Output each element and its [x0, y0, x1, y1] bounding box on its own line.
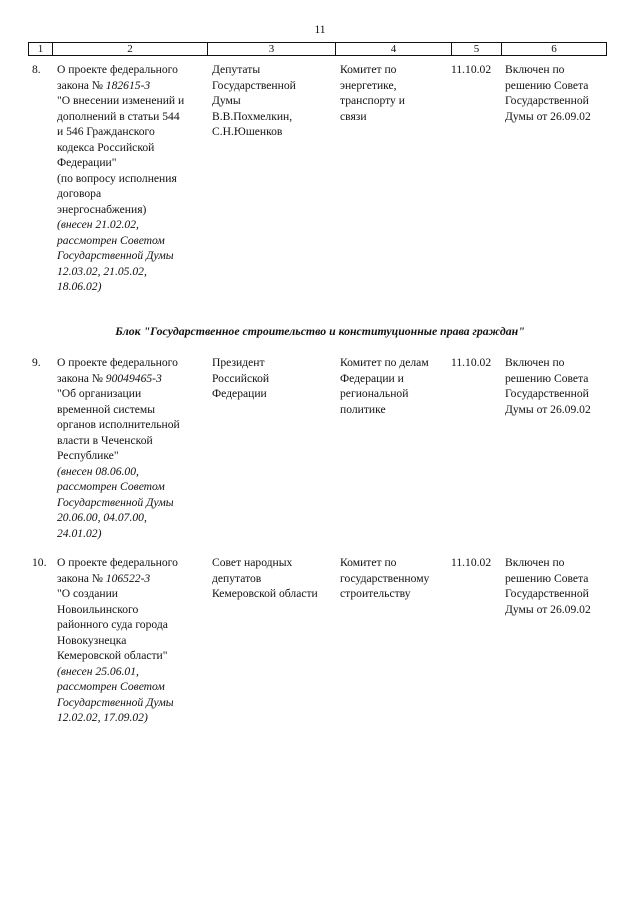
row-number: 10. [32, 556, 47, 569]
responsible-committee [340, 555, 454, 602]
responsible-committee-line: государственному [340, 571, 430, 585]
bill-description-line: 24.01.02) [57, 526, 102, 540]
bill-description-line: (внесен 25.06.01, [57, 664, 139, 678]
bill-description-line: Новоильинского [57, 602, 139, 616]
initiator-line: В.В.Похмелкин, [212, 109, 293, 123]
bill-description-line: рассмотрен Советом [57, 680, 165, 693]
bill-description-line: органов исполнительной [57, 418, 180, 431]
bill-description-line: районного суда города [57, 618, 168, 631]
responsible-committee-line: региональной [340, 387, 409, 400]
initiator-line: Депутаты [212, 63, 261, 76]
initiator-line: депутатов [212, 571, 262, 585]
initiator-line: Совет народных [212, 556, 293, 569]
decision-line: Думы от 26.09.02 [505, 402, 591, 416]
bill-description [57, 555, 205, 726]
bill-description-line: Республике" [57, 449, 119, 462]
initiator [212, 355, 338, 402]
bill-description-line: 12.03.02, 21.05.02, [57, 264, 147, 278]
responsible-committee-line: энергетике, [340, 78, 397, 92]
bill-description-line: Государственной Думы [57, 495, 174, 509]
decision-line: Государственной [505, 587, 589, 600]
bill-number: 90049465-3 [105, 371, 162, 385]
bill-description-line: закона № 90049465-3 [57, 371, 162, 385]
responsible-committee-line: транспорту и [340, 94, 405, 107]
bill-description-line: О проекте федерального [57, 63, 178, 76]
responsible-committee-line: Комитет по [340, 556, 397, 569]
decision [505, 555, 610, 617]
decision-line: Государственной [505, 387, 589, 400]
responsible-committee-line: политике [340, 402, 386, 416]
responsible-committee-line: строительству [340, 587, 411, 600]
initiator-line: Государственной [212, 78, 296, 92]
bill-description-line: 20.06.00, 04.07.00, [57, 511, 147, 524]
bill-description-line: дополнений в статьи 544 [57, 109, 180, 123]
bill-description-line: кодекса Российской [57, 140, 155, 154]
decision-line: Включен по [505, 556, 565, 569]
bill-description-line: (внесен 21.02.02, [57, 218, 139, 231]
initiator [212, 62, 338, 140]
decision [505, 355, 610, 417]
bill-description-line: рассмотрен Советом [57, 480, 165, 493]
row-number: 8. [32, 63, 41, 76]
date: 11.10.02 [451, 356, 492, 369]
table-header [28, 42, 607, 56]
bill-description-line: О проекте федерального [57, 556, 178, 569]
bill-description-line: договора [57, 187, 102, 200]
bill-description-line: (внесен 08.06.00, [57, 464, 139, 478]
responsible-committee [340, 62, 454, 124]
date: 11.10.02 [451, 556, 492, 569]
header-col-3: 3 [208, 43, 336, 55]
header-col-2: 2 [53, 43, 208, 55]
date: 11.10.02 [451, 63, 492, 76]
decision-line: Думы от 26.09.02 [505, 602, 591, 616]
decision-line: решению Совета [505, 78, 589, 92]
bill-description-line: рассмотрен Советом [57, 233, 165, 247]
decision [505, 62, 610, 124]
bill-description-line: "Об организации [57, 387, 142, 400]
bill-number: 106522-3 [105, 571, 151, 585]
decision-line: решению Совета [505, 371, 589, 385]
initiator-line: Думы [212, 94, 241, 107]
initiator [212, 555, 338, 602]
header-col-1: 1 [29, 43, 53, 55]
responsible-committee [340, 355, 454, 417]
header-col-6: 6 [551, 43, 557, 55]
initiator-line: Кемеровской области [212, 587, 318, 600]
bill-description [57, 355, 205, 541]
decision-line: решению Совета [505, 571, 589, 585]
bill-description-line: (по вопросу исполнения [57, 171, 177, 185]
bill-description-line: Кемеровской области" [57, 649, 168, 662]
decision-line: Включен по [505, 63, 565, 76]
initiator-line: Российской [212, 371, 270, 385]
header-col-4: 4 [336, 43, 452, 55]
responsible-committee-line: связи [340, 109, 367, 123]
initiator-line: Федерации [212, 387, 267, 400]
bill-description-line: власти в Чеченской [57, 433, 153, 447]
bill-description-line: Федерации" [57, 156, 117, 169]
decision-line: Думы от 26.09.02 [505, 109, 591, 123]
bill-description-line: закона № 106522-3 [57, 571, 151, 585]
block-title: Блок "Государственное строительство и конституционные права граждан" [115, 324, 525, 338]
header-col-5: 5 [452, 43, 502, 55]
bill-description-line: 12.02.02, 17.09.02) [57, 711, 148, 724]
row-number: 9. [32, 356, 41, 369]
bill-description-line: временной системы [57, 402, 156, 416]
bill-description [57, 62, 205, 295]
bill-description-line: "О создании [57, 587, 118, 600]
bill-description-line: энергоснабжения) [57, 202, 147, 216]
bill-description-line: "О внесении изменений и [57, 94, 185, 107]
decision-line: Государственной [505, 94, 589, 107]
initiator-line: Президент [212, 356, 265, 369]
initiator-line: С.Н.Юшенков [212, 125, 283, 138]
responsible-committee-line: Федерации и [340, 371, 404, 385]
responsible-committee-line: Комитет по [340, 63, 397, 76]
bill-description-line: Государственной Думы [57, 695, 174, 709]
decision-line: Включен по [505, 356, 565, 369]
bill-description-line: 18.06.02) [57, 280, 102, 293]
bill-description-line: закона № 182615-3 [57, 78, 151, 92]
bill-description-line: и 546 Гражданского [57, 125, 155, 138]
bill-number: 182615-3 [105, 78, 151, 92]
bill-description-line: Государственной Думы [57, 249, 174, 262]
responsible-committee-line: Комитет по делам [340, 356, 429, 369]
page-number: 11 [314, 24, 326, 36]
bill-description-line: О проекте федерального [57, 356, 178, 369]
bill-description-line: Новокузнецка [57, 633, 127, 647]
